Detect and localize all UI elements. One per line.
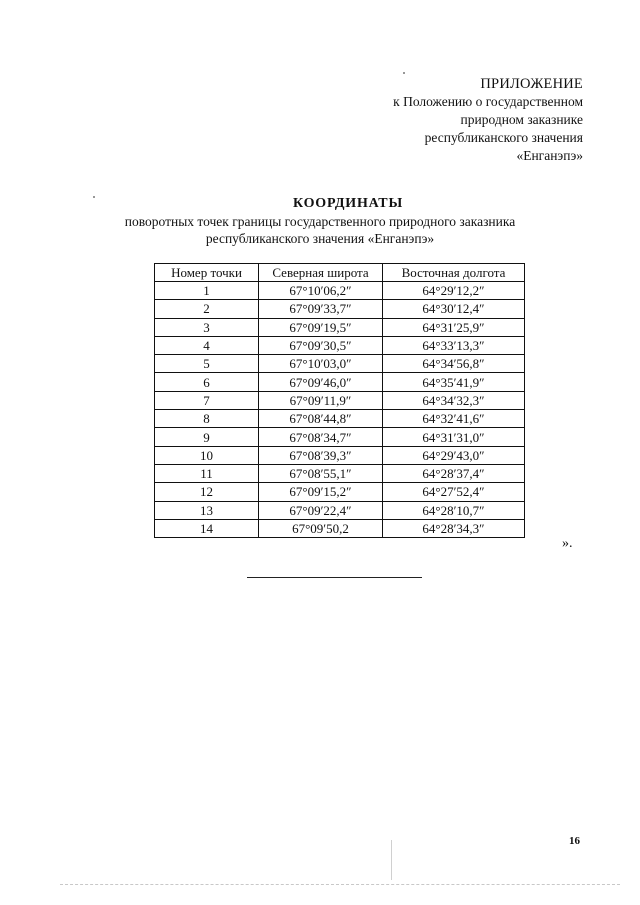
longitude-cell: 64°34′32,3″: [383, 391, 525, 409]
table-row: [155, 282, 525, 300]
table-row: [155, 300, 525, 318]
appendix-line-1: к Положению о государственном: [393, 94, 583, 109]
table-row: [155, 373, 525, 391]
document-title: КООРДИНАТЫ: [292, 196, 403, 211]
point-number-cell: 13: [155, 501, 259, 519]
point-number-cell: 9: [155, 428, 259, 446]
longitude-cell: 64°28′34,3″: [383, 519, 525, 537]
header-point-number: Номер точки: [155, 264, 259, 282]
appendix-line-4: «Енганэпэ»: [516, 148, 583, 163]
longitude-cell: 64°27′52,4″: [383, 483, 525, 501]
latitude-cell: 67°08′39,3″: [259, 446, 383, 464]
latitude-cell: 67°09′11,9″: [259, 391, 383, 409]
point-number-cell: 8: [155, 410, 259, 428]
longitude-cell: 64°32′41,6″: [383, 410, 525, 428]
latitude-cell: 67°10′06,2″: [259, 282, 383, 300]
latitude-cell: 67°09′50,2: [259, 519, 383, 537]
point-number-cell: 3: [155, 318, 259, 336]
longitude-cell: 64°29′12,2″: [383, 282, 525, 300]
header-north-latitude: Северная широта: [259, 264, 383, 282]
longitude-cell: 64°28′37,4″: [383, 464, 525, 482]
table-row: [155, 483, 525, 501]
longitude-cell: 64°34′56,8″: [383, 355, 525, 373]
header-east-longitude: Восточная долгота: [383, 264, 525, 282]
point-number-cell: 11: [155, 464, 259, 482]
table-row: [155, 355, 525, 373]
point-number-cell: 7: [155, 391, 259, 409]
latitude-cell: 67°09′33,7″: [259, 300, 383, 318]
point-number-cell: 2: [155, 300, 259, 318]
latitude-cell: 67°09′15,2″: [259, 483, 383, 501]
appendix-line-3: республиканского значения: [424, 130, 583, 145]
longitude-cell: 64°30′12,4″: [383, 300, 525, 318]
latitude-cell: 67°10′03,0″: [259, 355, 383, 373]
table-row: [155, 391, 525, 409]
scan-artifact-line: [391, 840, 392, 880]
point-number-cell: 5: [155, 355, 259, 373]
latitude-cell: 67°08′34,7″: [259, 428, 383, 446]
appendix-header: [393, 75, 583, 165]
document-subtitle-line-2: республиканского значения «Енганэпэ»: [205, 231, 435, 246]
table-row: [155, 464, 525, 482]
longitude-cell: 64°33′13,3″: [383, 336, 525, 354]
point-number-cell: 6: [155, 373, 259, 391]
table-row: [155, 501, 525, 519]
coordinates-table: [154, 263, 525, 538]
latitude-cell: 67°09′22,4″: [259, 501, 383, 519]
longitude-cell: 64°35′41,9″: [383, 373, 525, 391]
longitude-cell: 64°31′31,0″: [383, 428, 525, 446]
point-number-cell: 12: [155, 483, 259, 501]
document-title-block: [0, 194, 640, 247]
latitude-cell: 67°09′30,5″: [259, 336, 383, 354]
document-subtitle-line-1: поворотных точек границы государственного природного заказника: [124, 214, 516, 229]
table-row: [155, 428, 525, 446]
appendix-heading: ПРИЛОЖЕНИЕ: [480, 76, 583, 92]
scan-speck: [93, 196, 95, 198]
point-number-cell: 1: [155, 282, 259, 300]
longitude-cell: 64°29′43,0″: [383, 446, 525, 464]
table-row: [155, 318, 525, 336]
latitude-cell: 67°09′46,0″: [259, 373, 383, 391]
page-number: 16: [569, 835, 580, 847]
table-row: [155, 336, 525, 354]
longitude-cell: 64°31′25,9″: [383, 318, 525, 336]
closing-quote: ».: [562, 536, 573, 551]
table-row: [155, 410, 525, 428]
latitude-cell: 67°08′44,8″: [259, 410, 383, 428]
point-number-cell: 14: [155, 519, 259, 537]
table-header-row: [155, 264, 525, 282]
latitude-cell: 67°08′55,1″: [259, 464, 383, 482]
appendix-line-2: природном заказнике: [460, 112, 583, 127]
scan-edge-artifact: [60, 884, 620, 885]
table-row: [155, 446, 525, 464]
separator-line: [247, 577, 422, 578]
table-row: [155, 519, 525, 537]
latitude-cell: 67°09′19,5″: [259, 318, 383, 336]
point-number-cell: 10: [155, 446, 259, 464]
point-number-cell: 4: [155, 336, 259, 354]
longitude-cell: 64°28′10,7″: [383, 501, 525, 519]
scan-speck: [403, 72, 405, 74]
